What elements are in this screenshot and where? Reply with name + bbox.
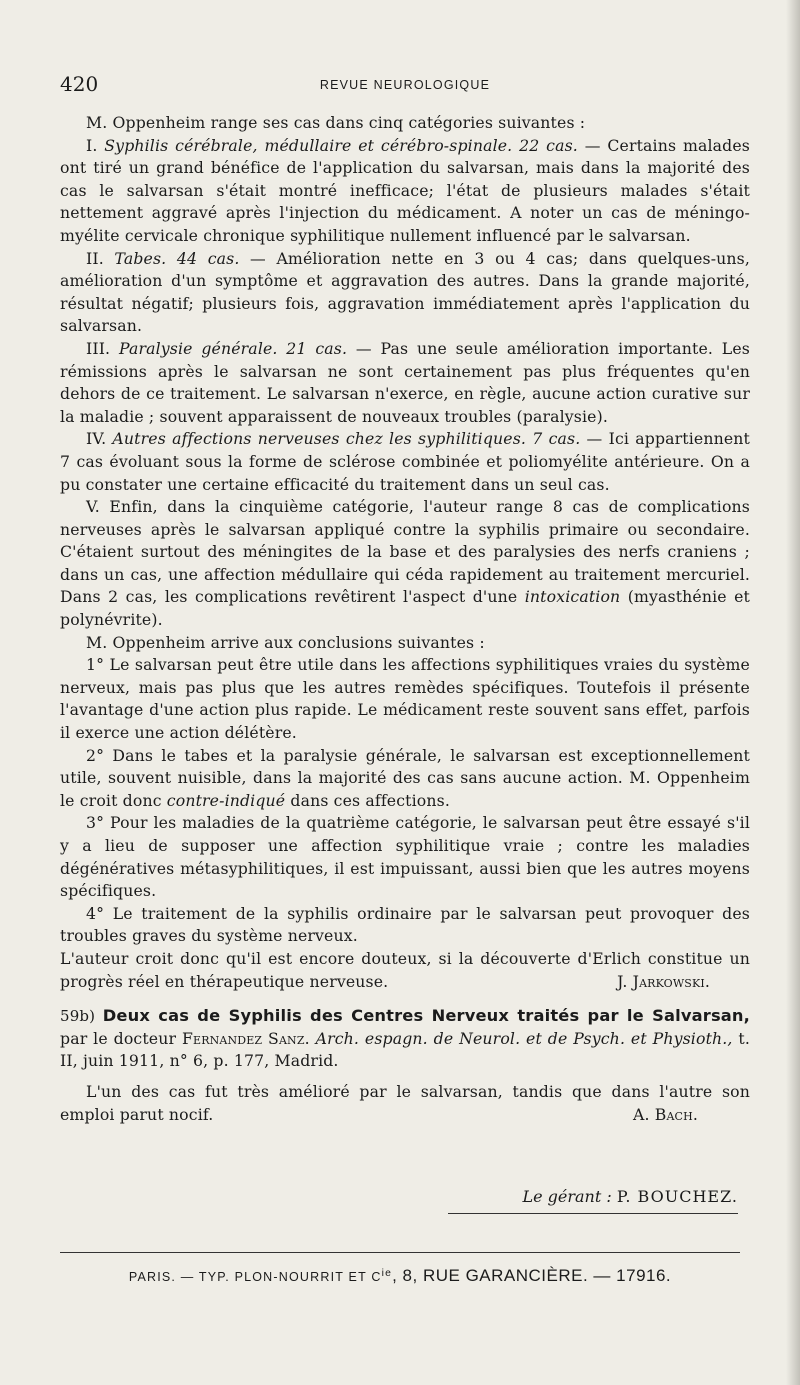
- category-label: IV.: [86, 429, 107, 449]
- divider-short: [448, 1213, 738, 1214]
- body-text: [60, 112, 750, 1126]
- paragraph-conclusion-2: [60, 745, 750, 813]
- category-text-end: (myasthénie et polynévrite).: [60, 587, 751, 630]
- divider-full: [60, 1252, 740, 1253]
- abstract-body: [60, 1081, 750, 1126]
- gerant-label: Le gérant :: [522, 1187, 612, 1206]
- gerant-name: P. BOUCHEZ.: [616, 1187, 738, 1206]
- gerant-line: [522, 1187, 738, 1206]
- paragraph-category-4: [60, 428, 750, 496]
- category-text: — Certains malades ont tiré un grand bénéfice de l'application du salvarsan, mais dans la majorité des cas le salvarsan s'était montré inefficace; l'état de plusieurs malades s'était nettement aggravé après l'injection du médicament. A noter un cas de méningo-myélite cervicale chronique syphilitique nullement influencé par le salvarsan.: [60, 135, 750, 245]
- imprint-superscript: ie: [381, 1267, 393, 1279]
- category-label: I.: [86, 135, 98, 155]
- category-title: Autres affections nerveuses chez les syphilitiques. 7 cas.: [112, 429, 581, 449]
- emphasis-text: contre-indiqué: [166, 790, 286, 810]
- paragraph-conclusions-intro: [60, 632, 750, 655]
- conclusions-intro-text: M. Oppenheim arrive aux conclusions suivantes :: [86, 632, 485, 652]
- abstract-heading: [60, 1005, 750, 1073]
- conclusion-text-end: dans ces affections.: [285, 790, 450, 810]
- final-text: L'auteur croit donc qu'il est encore douteux, si la découverte d'Erlich constitue un progrès réel en thérapeutique nerveuse.: [60, 948, 750, 991]
- paragraph-conclusion-3: [60, 812, 750, 902]
- abstract-author: Fernandez Sanz.: [181, 1028, 310, 1048]
- intro-text: M. Oppenheim range ses cas dans cinq catégories suivantes :: [86, 113, 586, 132]
- paragraph-intro: [60, 112, 750, 135]
- printer-imprint: [60, 1266, 740, 1286]
- category-title: Syphilis cérébrale, médullaire et cérébro-spinale. 22 cas.: [104, 135, 578, 155]
- running-head: REVUE NEUROLOGIQUE: [319, 78, 491, 92]
- abstract-by: par le docteur: [60, 1028, 182, 1048]
- imprint-text: PARIS. — TYP. PLON-NOURRIT ET C: [128, 1270, 382, 1284]
- category-text: — Ici appartiennent 7 cas évoluant sous la forme de sclérose combinée et poliomyélite antérieure. On a pu constater une certaine efficacité du traitement dans un seul cas.: [60, 429, 750, 494]
- category-text: — Amélioration nette en 3 ou 4 cas; dans quelques-uns, amélioration d'un symptôme et aggravation des autres. Dans la grande majorité, résultat négatif; plusieurs fois, aggravation immédiatement après l'application du salvarsan.: [60, 248, 750, 336]
- paragraph-conclusion-4: [60, 903, 750, 948]
- category-text: — Pas une seule amélioration importante. Les rémissions après le salvarsan ne sont certainement pas plus fréquentes qu'en dehors de ce traitement. Le salvarsan n'exerce, en règle, aucune action curative sur la maladie ; souvent apparaissent de nouveaux troubles (paralysie).: [60, 338, 750, 426]
- paragraph-category-5: [60, 496, 750, 632]
- paragraph-final: [60, 948, 750, 993]
- abstract-text: L'un des cas fut très amélioré par le salvarsan, tandis que dans l'autre son emploi parut nocif.: [60, 1081, 750, 1124]
- author-signature: J. Jarkowski.: [617, 971, 710, 991]
- paragraph-category-2: [60, 248, 750, 338]
- page-number: 420: [60, 72, 99, 96]
- category-label: II.: [86, 248, 104, 268]
- imprint-address: , 8, RUE GARANCIÈRE. —: [392, 1266, 617, 1285]
- conclusion-text: 3° Pour les maladies de la quatrième catégorie, le salvarsan peut être essayé s'il y a lieu de supposer une affection syphilitique vraie ; contre les maladies dégénératives métasyphilitiques, il est impuissant, aussi bien que les autres moyens spécifiques.: [60, 813, 750, 901]
- abstract-number: 59b): [60, 1007, 96, 1026]
- page-header: [60, 72, 750, 96]
- paragraph-category-3: [60, 338, 750, 428]
- imprint-number: 17916.: [616, 1266, 672, 1285]
- abstract-journal: Arch. espagn. de Neurol. et de Psych. et Physioth.,: [309, 1028, 733, 1048]
- conclusion-text: 4° Le traitement de la syphilis ordinaire par le salvarsan peut provoquer des troubles graves du système nerveux.: [60, 903, 750, 946]
- page-edge-shadow: [786, 0, 800, 1385]
- abstract-entry: [60, 1005, 750, 1126]
- category-label: III.: [86, 338, 111, 358]
- paragraph-conclusion-1: [60, 654, 750, 744]
- category-title: Paralysie générale. 21 cas.: [118, 338, 348, 358]
- paragraph-category-1: [60, 135, 750, 248]
- conclusion-text: 1° Le salvarsan peut être utile dans les affections syphilitiques vraies du système nerveux, mais pas plus que les autres remèdes spécifiques. Toutefois il présente l'avantage d'une action plus rapide. Le médicament reste souvent sans effet, parfois il exerce une action délétère.: [60, 655, 750, 743]
- emphasis-text: intoxication: [524, 587, 621, 607]
- abstract-citation: t. II, juin 1911, n° 6, p. 177, Madrid.: [60, 1028, 750, 1071]
- abstract-signature: A. Bach.: [633, 1104, 698, 1124]
- conclusion-text: 2° Dans le tabes et la paralysie générale, le salvarsan est exceptionnellement utile, souvent nuisible, dans la majorité des cas sans aucune action. M. Oppenheim le croit donc: [60, 745, 750, 810]
- abstract-title: Deux cas de Syphilis des Centres Nerveux traités par le Salvarsan,: [102, 1006, 750, 1026]
- category-text: V. Enfin, dans la cinquième catégorie, l'auteur range 8 cas de complications nerveuses après le salvarsan appliqué contre la syphilis primaire ou secondaire. C'étaient surtout des méningites de la base et des paralysies des nerfs craniens ; dans un cas, une affection médullaire qui céda rapidement au traitement mercuriel. Dans 2 cas, les complications revêtirent l'aspect d'une: [60, 497, 750, 607]
- category-title: Tabes. 44 cas.: [114, 248, 240, 268]
